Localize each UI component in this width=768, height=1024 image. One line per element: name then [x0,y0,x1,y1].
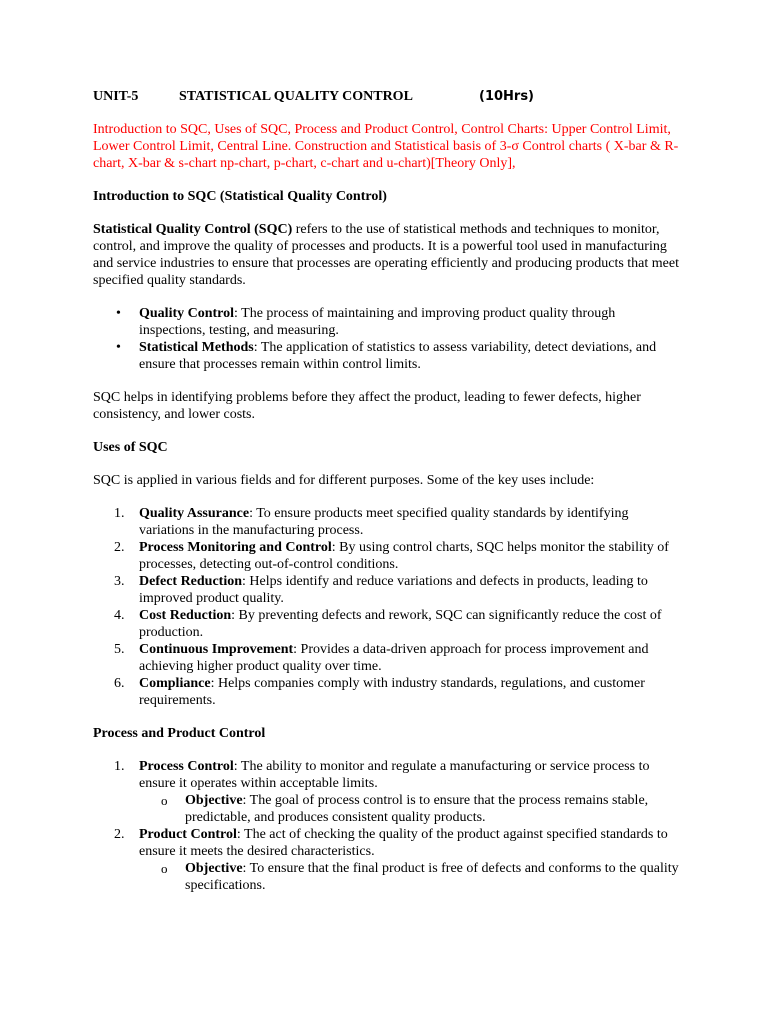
list-item [114,641,683,675]
list-item-text: : Helps companies comply with industry standards, regulations, and customer requirements. [139,676,645,708]
list-item-text: : To ensure products meet specified quality standards by identifying variations in the manufacturing process. [139,506,629,538]
sub-item-text: : The goal of process control is to ensure that the process remains stable, predictable, and produces consistent quality products. [185,793,649,825]
list-item [114,826,683,894]
sub-item-term: Objective [185,861,243,876]
syllabus-text: Introduction to SQC, Uses of SQC, Process and Product Control, Control Charts: Upper Control Limit, Lower Control Limit, Central Line. Construction and Statistical basis of 3-σ Control charts ( X-bar & R-chart, X-bar & s-chart np-chart, p-chart, c-chart and u-chart)[Theory Only], [93,122,679,171]
list-item [139,339,683,373]
ppc-heading: Process and Product Control [93,726,266,741]
list-item-text: : The ability to monitor and regulate a manufacturing or service process to ensure it operates within acceptable limits. [139,759,650,791]
sub-list-item [185,860,683,894]
list-number: 1. [114,759,125,774]
list-item-term: Process Control [139,759,234,774]
list-item-text: : By using control charts, SQC helps monitor the stability of processes, detecting out-of-control conditions. [139,540,669,572]
list-item [114,573,683,607]
list-number: 6. [114,676,125,691]
unit-title: STATISTICAL QUALITY CONTROL [179,89,413,104]
sub-list-item [185,792,683,826]
uses-heading: Uses of SQC [93,440,168,455]
list-item [114,607,683,641]
sub-item-text: : To ensure that the final product is free of defects and conforms to the quality specifications. [185,861,679,893]
intro-heading: Introduction to SQC (Statistical Quality Control) [93,189,387,204]
list-item-term: Statistical Methods [139,340,254,355]
intro-summary: SQC helps in identifying problems before they affect the product, leading to fewer defects, higher consistency, and lower costs. [93,390,641,422]
list-item-text: : The process of maintaining and improving product quality through inspections, testing, and measuring. [139,306,616,338]
list-item-text: : Provides a data-driven approach for process improvement and achieving higher product quality over time. [139,642,649,674]
list-item-term: Continuous Improvement [139,642,294,657]
ppc-list [93,758,683,894]
list-number: 1. [114,506,125,521]
list-number: 2. [114,540,125,555]
list-number: 5. [114,642,125,657]
unit-hours: (10Hrs) [479,89,535,104]
list-item-text: : The application of statistics to assess variability, detect deviations, and ensure that processes remain within control limits. [139,340,657,372]
unit-number: UNIT-5 [93,89,139,104]
list-item [114,758,683,826]
list-item-term: Quality Assurance [139,506,250,521]
list-item-term: Compliance [139,676,211,691]
list-number: 4. [114,608,125,623]
intro-paragraph [93,221,683,289]
uses-intro: SQC is applied in various fields and for different purposes. Some of the key uses include: [93,473,595,488]
intro-lead-term: Statistical Quality Control (SQC) [93,222,293,237]
sub-item-term: Objective [185,793,243,808]
list-item-text: : The act of checking the quality of the product against specified standards to ensure it meets the desired characteristics. [139,827,668,859]
list-item-text: : By preventing defects and rework, SQC can significantly reduce the cost of production. [139,608,662,640]
list-item-term: Product Control [139,827,237,842]
intro-lead-text: refers to the use of statistical methods and techniques to monitor, control, and improve the quality of processes and products. It is a powerful tool used in manufacturing and service industries to ensure that processes are operating efficiently and producing products that meet specified quality standards. [93,222,679,288]
list-item [114,675,683,709]
unit-heading [93,88,683,105]
page-content [93,88,683,894]
list-number: 3. [114,574,125,589]
list-item [114,539,683,573]
list-item-term: Defect Reduction [139,574,243,589]
uses-list [93,505,683,709]
list-item [139,305,683,339]
list-item-term: Cost Reduction [139,608,232,623]
sub-list [139,860,683,894]
list-item [114,505,683,539]
list-item-text: : Helps identify and reduce variations and defects in products, leading to improved product quality. [139,574,648,606]
intro-bullet-list [93,305,683,373]
list-item-term: Process Monitoring and Control [139,540,332,555]
list-item-term: Quality Control [139,306,235,321]
sub-list [139,792,683,826]
list-number: 2. [114,827,125,842]
